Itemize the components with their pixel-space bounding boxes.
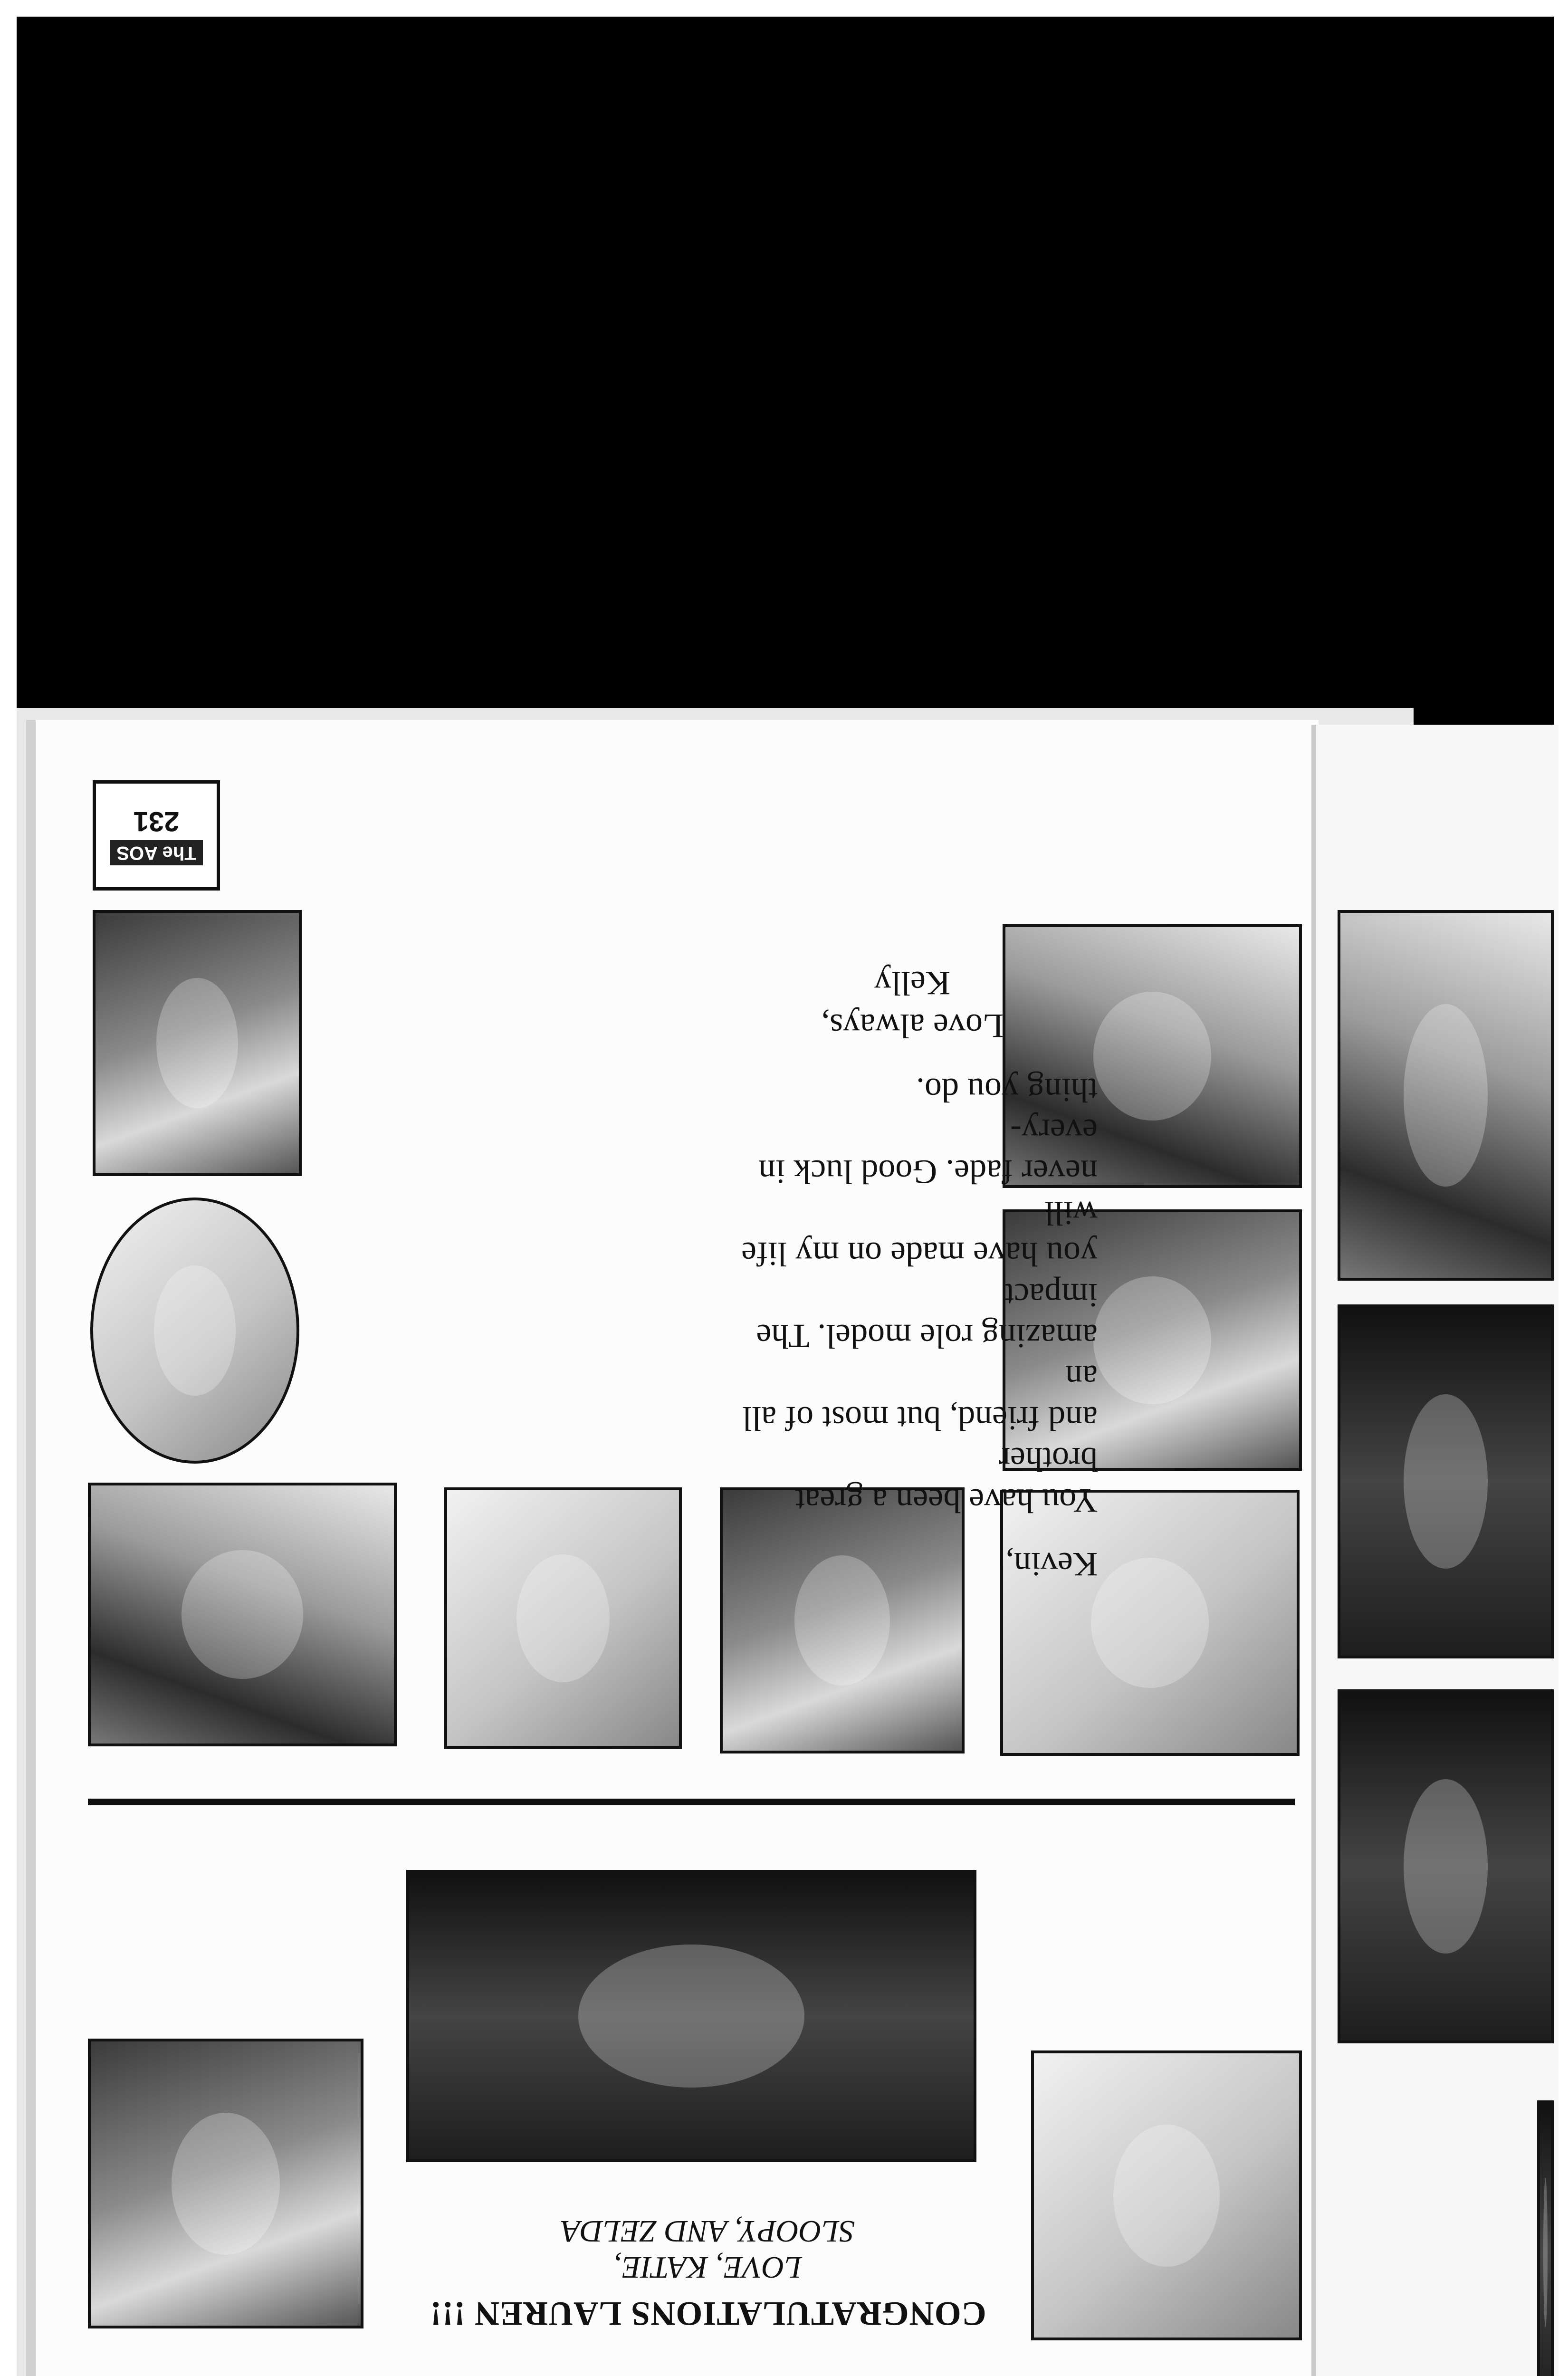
letter-line: never fade. Good luck in every- [758, 1112, 1098, 1191]
kevin-letter [727, 964, 1098, 1585]
section-divider [88, 1799, 1295, 1805]
adjacent-photo-child [1338, 1689, 1554, 2043]
letter-line: amazing role model. The impact [756, 1276, 1098, 1356]
publication-logo: The AOS [110, 840, 202, 865]
letter-line: you have made on my life will [741, 1194, 1098, 1274]
page-number: 231 [133, 806, 180, 837]
scanner-background [17, 17, 1554, 725]
lauren-congratulations [399, 2148, 1017, 2333]
photo-girl-with-dog [406, 1870, 976, 2162]
congrats-line-1: LOVE, KATIE, [614, 2250, 802, 2285]
letter-line: You have been a great brother [795, 1440, 1098, 1520]
adjacent-photo-edge [1537, 2100, 1554, 2376]
photo-two-boys-top-left [93, 910, 302, 1176]
letter-closing: Love always, [821, 1007, 1004, 1045]
letter-signature: Kelly [874, 964, 950, 1002]
congrats-line-2: SLOOPY, AND ZELDA [561, 2214, 855, 2249]
photo-children-panthers [444, 1487, 682, 1749]
photo-two-girls [1031, 2050, 1302, 2340]
letter-line: thing you do. [916, 1071, 1098, 1109]
adjacent-photo-cat [1338, 910, 1554, 1281]
page-number-badge [93, 780, 220, 891]
congrats-headline: CONGRATULATIONS LAUREN !!! [430, 2295, 986, 2333]
letter-greeting: Kevin, [1005, 1545, 1098, 1583]
letter-body [727, 1069, 1098, 1521]
photo-girl-grass [88, 2039, 363, 2328]
photo-children-flowers [88, 1483, 397, 1746]
adjacent-photo-chair [1338, 1304, 1554, 1658]
photo-oval-children [90, 1198, 299, 1464]
letter-line: and friend, but most of all an [742, 1358, 1098, 1437]
